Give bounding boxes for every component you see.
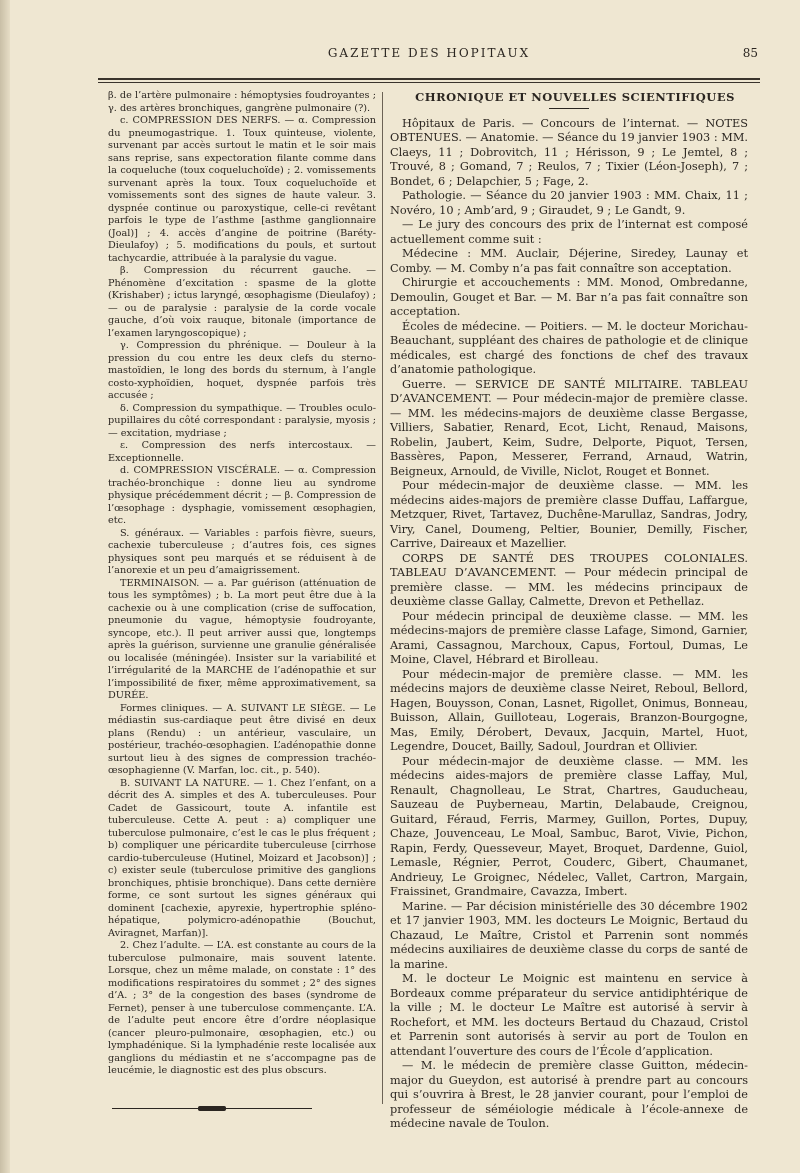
paragraph: — M. le médecin de première classe Guitton, médecin-major du Gueydon, est autorisé à prendre part au concours qui s’ouvrira à Brest, le 28 janvier courant, pour l’emploi de professeur de séméiologie médicale à l’école-annexe de médecine navale de Toulon. <box>390 1059 748 1130</box>
paragraph: Pathologie. — Séance du 20 janvier 1903 : MM. Chaix, 11 ; Novéro, 10 ; Amb’ard, 9 ; Giraudet, 9 ; Le Gandt, 9. <box>390 189 748 217</box>
paragraph: β. Compression du récurrent gauche. — Phénomène d’excitation : spasme de la glotte (Krishaber) ; ictus laryngé, œsophagisme (Dieulafoy) ; — ou de paralysie : paralysie de la corde vocale gauche, d’où voix rauque, bitonale (importance de l’examen laryngoscopique) ; <box>108 265 376 339</box>
paragraph: — Le jury des concours des prix de l’internat est composé actuellement comme suit : <box>390 218 748 246</box>
paragraph: TERMINAISON. — a. Par guérison (atténuation de tous les symptômes) ; b. La mort peut être due à la cachexie ou à une complication (crise de suffocation, pneumonie du vague, hémoptysie foudroyante, syncope, etc.). Il peut arriver aussi que, longtemps après la guérison, survienne une granulie généralisée ou localisée (méningée). Insister sur la variabilité et l’irrégularité de la MARCHE de l’adénopathie et sur l’impossibilité de fixer, même approximativement, sa DURÉE. <box>108 577 376 701</box>
paragraph: δ. Compression du sympathique. — Troubles oculo-pupillaires du côté correspondant : paralysie, myosis ; — excitation, mydriase ; <box>108 402 376 439</box>
right-column <box>390 90 748 1132</box>
paragraph: Pour médecin principal de deuxième classe. — MM. les médecins-majors de première classe Lafage, Simond, Garnier, Arami, Cassagnou, Marchoux, Capus, Fortoul, Dumas, Le Moine, Clavel, Hébrard et Birolleau. <box>390 609 748 666</box>
left-column <box>108 90 376 1078</box>
paragraph: Hôpitaux de Paris. — Concours de l’internat. — NOTES OBTENUES. — Anatomie. — Séance du 19 janvier 1903 : MM. Claeys, 11 ; Dobrovitch, 11 ; Hérisson, 9 ; Le Jemtel, 8 ; Trouvé, 8 ; Gomand, 7 ; Reulos, 7 ; Tixier (Léon-Joseph), 7 ; Bondet, 6 ; Delapchier, 5 ; Fage, 2. <box>390 116 748 188</box>
running-title: GAZETTE DES HOPITAUX <box>327 46 531 60</box>
end-ornament <box>112 1107 312 1110</box>
paragraph: Guerre. — SERVICE DE SANTÉ MILITAIRE. TABLEAU D’AVANCEMENT. — Pour médecin-major de première classe. — MM. les médecins-majors de deuxième classe Bergasse, Villiers, Sabatier, Renard, Ecot, Licht, Renaud, Maisons, Robelin, Jaubert, Keim, Sudre, Delporte, Piquot, Tersen, Bassères, Papon, Messerer, Ferrand, Arnaud, Watrin, Beigneux, Arnould, de Viville, Niclot, Rouget et Bonnet. <box>390 377 748 478</box>
paragraph: B. SUIVANT LA NATURE. — 1. Chez l’enfant, on a décrit des A. simples et des A. tuberculeuses. Pour Cadet de Gassicourt, toute A. infantile est tuberculeuse. Cette A. peut : a) compliquer une tuberculose pulmonaire, c’est le cas le plus fréquent ; b) compliquer une péricardite tuberculeuse [cirrhose cardio-tuberculeuse (Hutinel, Moizard et Jacobson)] ; c) exister seule (tuberculose primitive des ganglions bronchiques, phtisie bronchique). Dans cette dernière forme, ce sont surtout les signes généraux qui dominent [cachexie, apyrexie, hypertrophie spléno-hépatique, polymicro-adénopathie (Bouchut, Aviragnet, Marfan)]. <box>108 777 376 939</box>
paragraph: CORPS DE SANTÉ DES TROUPES COLONIALES. TABLEAU D’AVANCEMENT. — Pour médecin principal de première classe. — MM. les médecins principaux de deuxième classe Gallay, Calmette, Drevon et Pethellaz. <box>390 551 748 608</box>
paragraph: M. le docteur Le Moignic est maintenu en service à Bordeaux comme préparateur du service antidiphtérique de la ville ; M. le docteur Le Maître est autorisé à servir à Rochefort, et MM. les docteurs Bertaud du Chazaud, Cristol et Parrenin sont autorisés à servir au port de Toulon en attendant l’ouverture des cours de l’École d’application. <box>390 972 748 1058</box>
title-dash <box>549 108 589 109</box>
paragraph: Médecine : MM. Auclair, Déjerine, Siredey, Launay et Comby. — M. Comby n’a pas fait connaître son acceptation. <box>390 247 748 275</box>
paragraph: 2. Chez l’adulte. — L’A. est constante au cours de la tuberculose pulmonaire, mais souvent latente. Lorsque, chez un même malade, on constate : 1° des modifications respiratoires du sommet ; 2° des signes d’A. ; 3° de la congestion des bases (syndrome de Fernet), penser à une tuberculose commençante. L’A. de l’adulte peut encore être d’ordre néoplasique (cancer pleuro-pulmonaire, œsophagien, etc.) ou lymphadénique. Si la lymphadénie reste localisée aux ganglions du médiastin et ne s’accompagne pas de leucémie, le diagnostic est des plus obscurs. <box>108 940 376 1076</box>
paragraph: Pour médecin-major de première classe. — MM. les médecins majors de deuxième classe Neiret, Reboul, Bellord, Hagen, Bouysson, Conan, Lasnet, Rigollet, Onimus, Bonneau, Buisson, Allain, Guilloteau, Logerais, Branzon-Bourgogne, Mas, Emily, Dérobert, Devaux, Jacquin, Martel, Huot, Legendre, Doucet, Bailly, Sadoul, Jourdran et Ollivier. <box>390 667 748 753</box>
paragraph: Écoles de médecine. — Poitiers. — M. le docteur Morichau-Beauchant, suppléant des chaires de pathologie et de clinique médicales, est chargé des fonctions de chef des travaux d’anatomie pathologique. <box>390 319 748 376</box>
paragraph: Pour médecin-major de deuxième classe. — MM. les médecins aides-majors de première classe Duffau, Laffargue, Metzquer, Rivet, Tartavez, Duchêne-Marullaz, Sandras, Jodry, Viry, Canel, Doumeng, Peltier, Bounier, Demilly, Fischer, Carrive, Daireaux et Mazellier. <box>390 479 748 550</box>
page-number: 85 <box>742 46 758 60</box>
paragraph: Formes cliniques. — A. SUIVANT LE SIÈGE. — Le médiastin sus-cardiaque peut être divisé en deux plans (Rendu) : un antérieur, vasculaire, un postérieur, trachéo-œsophagien. L’adénopathie donne surtout lieu à des signes de compression trachéo-œsophagienne (V. Marfan, loc. cit., p. 540). <box>108 702 376 776</box>
paragraph: Marine. — Par décision ministérielle des 30 décembre 1902 et 17 janvier 1903, MM. les docteurs Le Moignic, Bertaud du Chazaud, Le Maître, Cristol et Parrenin sont nommés médecins auxiliaires de deuxième classe du corps de santé de la marine. <box>390 899 748 971</box>
paragraph: S. généraux. — Variables : parfois fièvre, sueurs, cachexie tuberculeuse ; d’autres fois, ces signes physiques sont peu marqués et se réduisent à de l’anorexie et un peu d’amaigrissement. <box>108 527 376 576</box>
paragraph: β. de l’artère pulmonaire : hémoptysies foudroyantes ; γ. des artères bronchiques, gangrène pulmonaire (?). <box>108 90 376 114</box>
column-divider <box>382 92 383 1104</box>
page-header <box>100 46 758 66</box>
paragraph: Pour médecin-major de deuxième classe. — MM. les médecins aides-majors de première classe Laffay, Mul, Renault, Chagnolleau, Le Strat, Chartres, Gauducheau, Sauzeau de Puyberneau, Martin, Delabaude, Creignou, Guitard, Féraud, Ferris, Marmey, Guillon, Portes, Dupuy, Chaze, Jouvenceau, Le Moal, Sambuc, Barot, Vivie, Pichon, Rapin, Ferdy, Quesseveur, Mayet, Broquet, Dardenne, Guiol, Lemasle, Régnier, Perrot, Couderc, Gibert, Chaumanet, Andrieuy, Le Groignec, Nédelec, Vallet, Cartron, Margain, Fraissinet, Grandmaire, Cavazza, Imbert. <box>390 754 748 898</box>
paragraph: Chirurgie et accouchements : MM. Monod, Ombredanne, Demoulin, Gouget et Bar. — M. Bar n’a pas fait connaître son acceptation. <box>390 276 748 318</box>
paragraph: d. COMPRESSION VISCÉRALE. — α. Compression trachéo-bronchique : donne lieu au syndrome physique précédemment décrit ; — β. Compression de l’œsophage : dysphagie, vomissement œsophagien, etc. <box>108 465 376 526</box>
paragraph: γ. Compression du phrénique. — Douleur à la pression du cou entre les deux clefs du sterno-mastoïdien, le long des bords du sternum, à l’angle costo-xyphoïdien, hoquet, dyspnée parfois très accusée ; <box>108 340 376 401</box>
paragraph: ε. Compression des nerfs intercostaux. — Exceptionnelle. <box>108 440 376 464</box>
header-rule-thin <box>98 82 760 83</box>
page-binding-edge <box>0 0 10 1173</box>
section-title: CHRONIQUE ET NOUVELLES SCIENTIFIQUES <box>415 90 735 104</box>
header-rule <box>98 78 760 80</box>
paragraph: c. COMPRESSION DES NERFS. — α. Compression du pneumogastrique. 1. Toux quinteuse, violente, survenant par accès surtout le matin et le soir mais sans reprise, sans expectoration filante comme dans la coqueluche (toux coqueluchoïde) ; 2. vomissements survenant après la toux. Toux coqueluchoïde et vomissements sont des signes de haute valeur. 3. dyspnée continue ou paroxystique, celle-ci revêtant parfois le type de l’asthme [asthme ganglionnaire (Joal)] ; 4. accès d’angine de poitrine (Baréty-Dieulafoy) ; 5. modifications du pouls, et surtout tachycardie, attribuée à la paralysie du vague. <box>108 115 376 264</box>
